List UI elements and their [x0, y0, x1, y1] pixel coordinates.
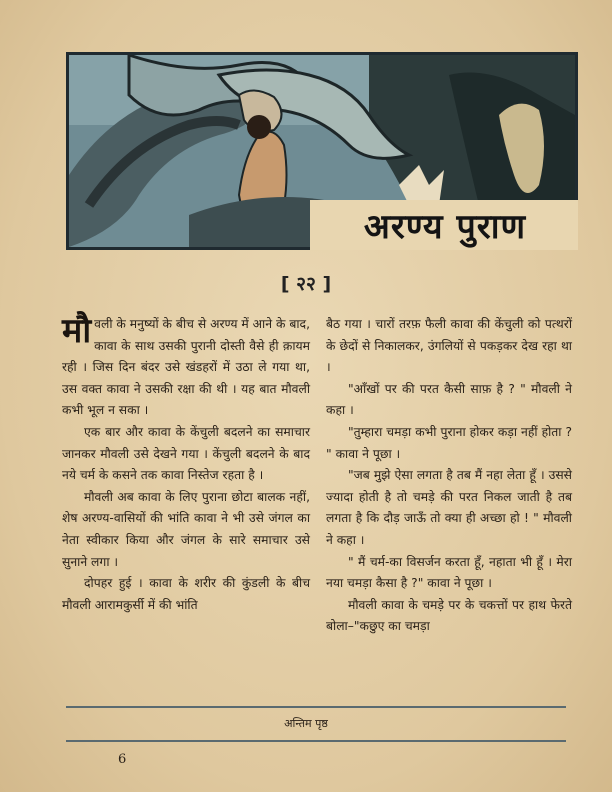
right-column: [326, 314, 572, 638]
paragraph: बैठ गया । चारों तरफ़ फैली कावा की केंचुली को पत्थरों के छेदों से निकालकर, उंगलियों से पकड़कर देख रहा था ।: [326, 317, 572, 375]
page-title: अरण्य पुराण: [363, 207, 527, 247]
chapter-number: [ २२ ]: [280, 273, 332, 295]
drop-cap: मौ: [62, 311, 92, 351]
paragraph-text: वली के मनुष्यों के बीच से अरण्य में आने के बाद, कावा के साथ उसकी पुरानी दोस्ती वैसे ही क़ायम रही । जिस दिन बंदर उसे खंडहरों में उठा ले गया था, उस वक्त कावा ने उसकी रक्षा की थी । यह बात मौवली कभी भूल न सका ।: [62, 317, 310, 418]
paragraph: [62, 311, 310, 422]
left-column: [62, 311, 310, 616]
paragraph: "आँखों पर की परत कैसी साफ़ है ? " मौवली ने कहा ।: [326, 381, 572, 418]
page-number: 6: [118, 752, 127, 767]
paragraph: "जब मुझे ऐसा लगता है तब मैं नहा लेता हूँ । उससे ज्यादा होती है तो चमड़े की परत निकल जाती है तब लगता है कि दौड़ जाऊँ तो क्या ही अच्छा हो ! " मौवली ने कहा ।: [326, 468, 572, 547]
paragraph: एक बार और कावा के केंचुली बदलने का समाचार जानकर मौवली उसे देखने गया । केंचुली बदलने के बाद नये चर्म के कसने तक कावा निस्तेज रहता है ।: [62, 424, 310, 483]
paragraph: दोपहर हुई । कावा के शरीर की कुंडली के बीच मौवली आरामकुर्सी में की भांति: [62, 576, 310, 612]
paragraph: मौवली अब कावा के लिए पुराना छोटा बालक नहीं, शेष अरण्य-वासियों की भांति कावा ने भी उसे जंगल का नेता स्वीकार किया और जंगल के सारे समाचार उसे सुनाने लगा ।: [62, 489, 310, 569]
footer-divider-bottom: [66, 740, 566, 742]
footer-label: अन्तिम पृष्ठ: [284, 717, 328, 730]
paragraph: " मैं चर्म-का विसर्जन करता हूँ, नहाता भी हूँ । मेरा नया चमड़ा कैसा है ?" कावा ने पूछा ।: [326, 554, 572, 591]
paragraph: मौवली कावा के चमड़े पर के चकत्तों पर हाथ फेरते बोला–"कछुए का चमड़ा: [326, 597, 572, 634]
paragraph: "तुम्हारा चमड़ा कभी पुराना होकर कड़ा नहीं होता ? " कावा ने पूछा ।: [326, 424, 572, 461]
footer-divider-top: [66, 706, 566, 708]
